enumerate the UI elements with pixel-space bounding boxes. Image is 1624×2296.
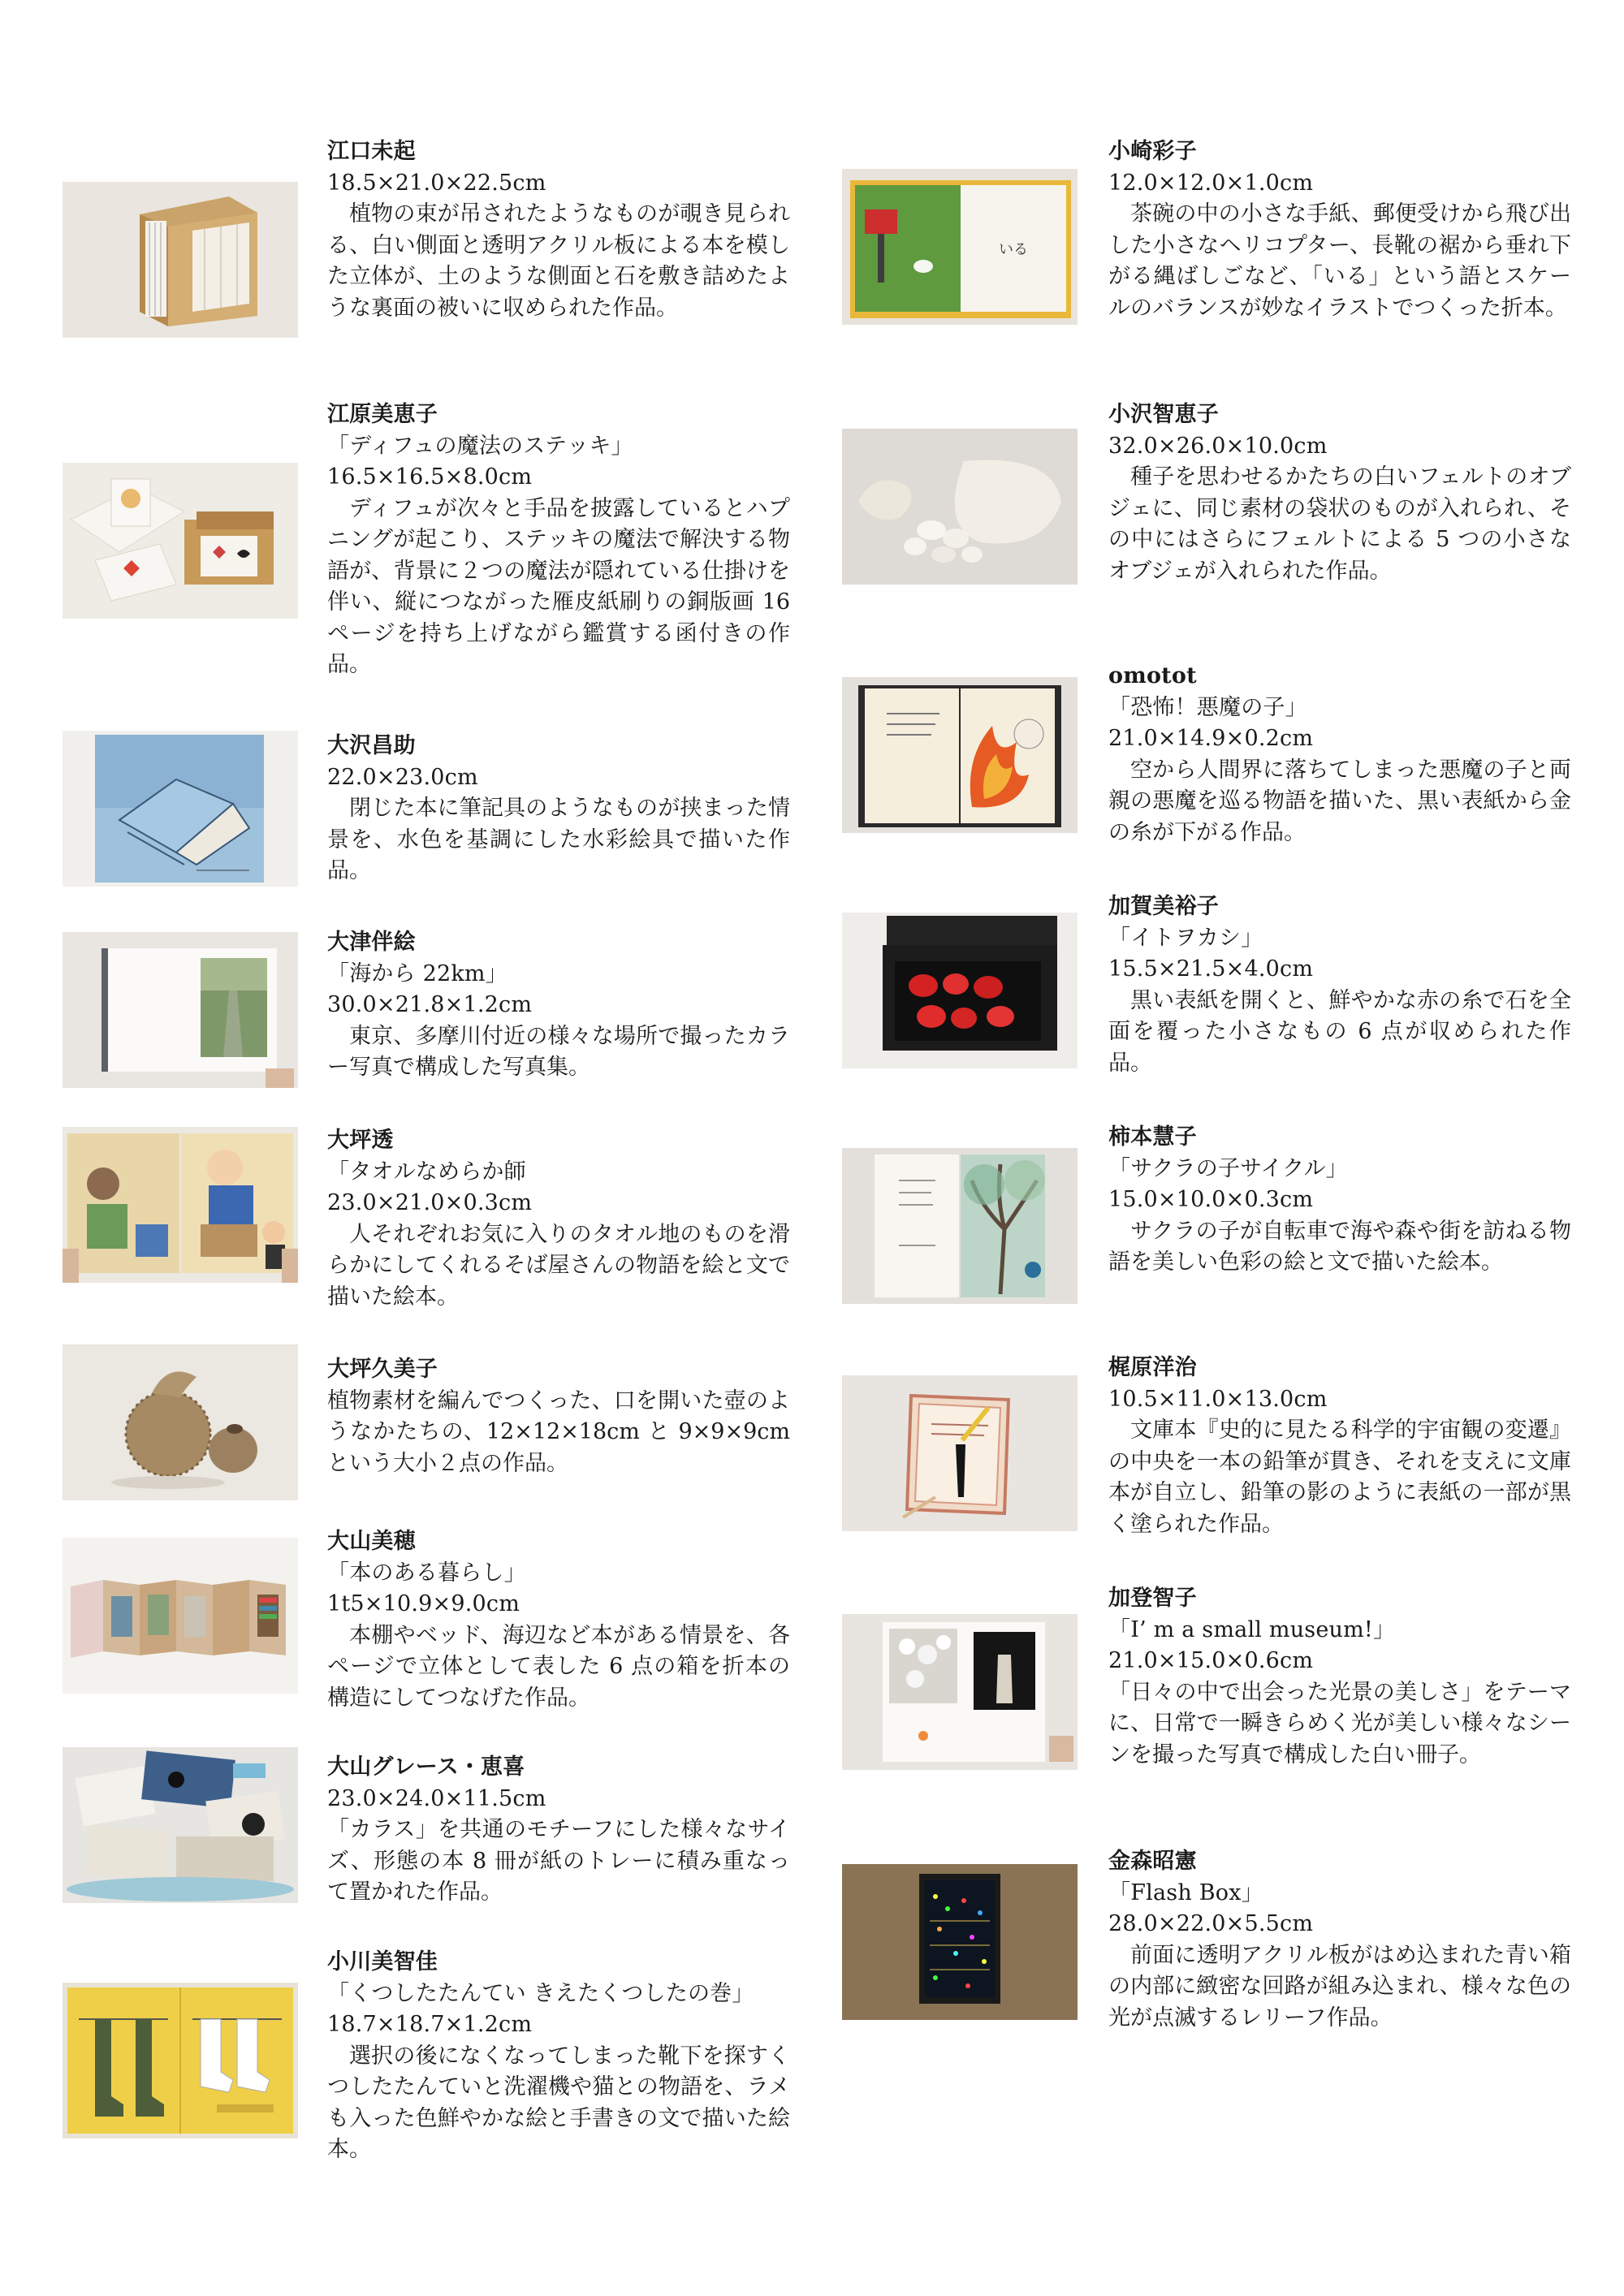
artist-name: 江口未起 [327,139,416,164]
artwork-photo-icon [842,429,1078,585]
artwork-photo-icon [842,1375,1078,1531]
description: 「日々の中で出会った光景の美しさ」をテーマに、日常で一瞬きらめく光が美しい様々なシーンを撮った写真で構成した白い冊子。 [1108,1679,1571,1767]
dimensions: 18.7×18.7×1.2cm [327,2012,533,2037]
artist-name: 小川美智佳 [327,1949,438,1974]
description: 植物素材を編んでつくった、口を開いた壺のようなかたちの、12×12×18cm と 9×9×9cm という大小２点の作品。 [327,1388,790,1476]
work-title: 「サクラの子サイクル」 [1108,1155,1348,1181]
entry-text [1108,661,1571,848]
description: 選択の後になくなってしまった靴下を探すくつしたたんていと洗濯機や猫との物語を、ラメも入った色鮮やかな絵と手書きの文で描いた絵本。 [327,2043,790,2162]
entry-text [1108,399,1571,587]
dimensions: 21.0×14.9×0.2cm [1108,726,1314,751]
dimensions: 15.5×21.5×4.0cm [1108,956,1314,982]
work-title: 「本のある暮らし」 [327,1560,526,1586]
entry-text [327,927,790,1084]
artist-name: 江原美恵子 [327,402,438,427]
description: 東京、多摩川付近の様々な場所で撮ったカラー写真で構成した写真集。 [327,1023,790,1080]
entry-text [327,399,790,681]
work-title: 「I’ m a small museum!」 [1108,1616,1396,1642]
artwork-photo-icon [842,1148,1078,1304]
description: 本棚やベッド、海辺など本がある情景を、各ページで立体として表した 6 点の箱を折本の構造にしてつなげた作品。 [327,1622,790,1711]
artist-name: 梶原洋治 [1108,1355,1197,1380]
entry-text [1108,1122,1571,1279]
description: 閉じた本に筆記具のようなものが挟まった情景を、水色を基調にした水彩絵具で描いた作品。 [327,796,790,883]
artwork-photo-icon [842,677,1078,833]
artwork-photo-icon [63,1127,298,1283]
work-title: 「イトヲカシ」 [1108,925,1263,951]
description: 黒い表紙を開くと、鮮やかな赤の糸で石を全面を覆った小さなもの 6 点が収められた作品。 [1108,987,1571,1076]
entry-text [1108,1846,1571,2034]
artist-name: 大山グレース・恵喜 [327,1754,525,1780]
artist-name: omotot [1108,663,1197,688]
description: 文庫本『史的に見たる科学的宇宙観の変遷』の中央を一本の鉛筆が貫き、それを支えに文庫本が自立し、鉛筆の影のように表紙の一部が黒く塗られた作品。 [1108,1418,1571,1537]
description: 植物の束が吊されたようなものが覗き見られる、白い側面と透明アクリル板による本を模した立体が、土のような側面と石を敷き詰めたような裏面の被いに収められた作品。 [327,201,790,321]
description: ディフュが次々と手品を披露しているとハプニングが起こり、ステッキの魔法で解決する物語が、背景に２つの魔法が隠れている仕掛けを伴い、縦につながった雁皮紙刷りの銅版画 16 ページを持ち上げながら鑑賞する函付きの作品。 [327,495,790,677]
dimensions: 23.0×21.0×0.3cm [327,1190,533,1215]
dimensions: 12.0×12.0×1.0cm [1108,170,1314,196]
artist-name: 金森昭憲 [1108,1849,1197,1874]
artwork-photo-icon [63,1344,298,1500]
artwork-photo-icon [63,182,298,338]
entry-text [327,1947,790,2166]
artist-name: 加賀美裕子 [1108,894,1219,919]
dimensions: 21.0×15.0×0.6cm [1108,1648,1314,1673]
artist-name: 柿本慧子 [1108,1124,1197,1150]
dimensions: 16.5×16.5×8.0cm [327,464,533,490]
artwork-photo-icon [63,463,298,619]
entry-text [327,1354,790,1479]
dimensions: 22.0×23.0cm [327,764,478,790]
dimensions: 30.0×21.8×1.2cm [327,992,533,1017]
artist-name: 小沢智恵子 [1108,402,1219,427]
description: 「カラス」を共通のモチーフにした様々なサイズ、形態の本 8 冊が紙のトレーに積み重なって置かれた作品。 [327,1817,790,1905]
artwork-photo-icon [63,731,298,887]
artist-name: 大坪透 [327,1128,394,1153]
dimensions: 18.5×21.0×22.5cm [327,170,546,196]
artwork-photo-icon [842,913,1078,1068]
artist-name: 大坪久美子 [327,1357,438,1382]
dimensions: 15.0×10.0×0.3cm [1108,1187,1314,1212]
entry-text [1108,1353,1571,1540]
description: 茶碗の中の小さな手紙、郵便受けから飛び出した小さなヘリコプター、長靴の裾から垂れ下がる縄ばしごなど、「いる」という語とスケールのバランスが妙なイラストでつくった折本。 [1108,201,1571,321]
entry-text [327,136,790,324]
artist-name: 小崎彩子 [1108,139,1197,164]
description: 人それぞれお気に入りのタオル地のものを滑らかにしてくれるそば屋さんの物語を絵と文で描いた絵本。 [327,1221,790,1310]
dimensions: 23.0×24.0×11.5cm [327,1785,546,1811]
description: 空から人間界に落ちてしまった悪魔の子と両親の悪魔を巡る物語を描いた、黒い表紙から金の糸が下がる作品。 [1108,757,1571,845]
artwork-photo-icon [63,1983,298,2138]
artwork-photo-icon [63,1538,298,1694]
artwork-photo-icon [63,932,298,1088]
artwork-photo-icon [842,169,1078,325]
artist-name: 大山美穂 [327,1529,416,1554]
artwork-photo-icon [63,1747,298,1903]
description: 前面に透明アクリル板がはめ込まれた青い箱の内部に緻密な回路が組み込まれ、様々な色の光が点滅するレリーフ作品。 [1108,1942,1571,2031]
work-title: 「恐怖！悪魔の子」 [1108,694,1307,720]
artist-name: 加登智子 [1108,1586,1197,1611]
dimensions: 32.0×26.0×10.0cm [1108,433,1328,459]
artist-name: 大津伴絵 [327,930,416,955]
dimensions: 28.0×22.0×5.5cm [1108,1911,1314,1936]
work-title: 「ディフュの魔法のステッキ」 [327,433,633,459]
artist-name: 大沢昌助 [327,733,416,758]
work-title: 「タオルなめらか師 [327,1159,526,1185]
artwork-photo-icon [842,1864,1078,2020]
entry-text [1108,136,1571,324]
entry-text [327,1752,790,1909]
entry-text [327,1526,790,1714]
entry-text [1108,891,1571,1079]
work-title: 「くつしたたんてい きえたくつしたの巻」 [327,1980,754,2006]
entry-text [327,731,790,887]
dimensions: 1t5×10.9×9.0cm [327,1591,520,1616]
entry-text [327,1125,790,1313]
image-caption: いる [999,241,1028,258]
artwork-photo-icon [842,1614,1078,1770]
entry-text [1108,1583,1571,1771]
work-title: 「Flash Box」 [1108,1880,1263,1905]
work-title: 「海から 22km」 [327,960,508,986]
dimensions: 10.5×11.0×13.0cm [1108,1386,1328,1412]
description: 種子を思わせるかたちの白いフェルトのオブジェに、同じ素材の袋状のものが入れられ、その中にはさらにフェルトによる 5 つの小さなオブジェが入れられた作品。 [1108,464,1571,584]
description: サクラの子が自転車で海や森や街を訪ねる物語を美しい色彩の絵と文で描いた絵本。 [1108,1218,1571,1275]
